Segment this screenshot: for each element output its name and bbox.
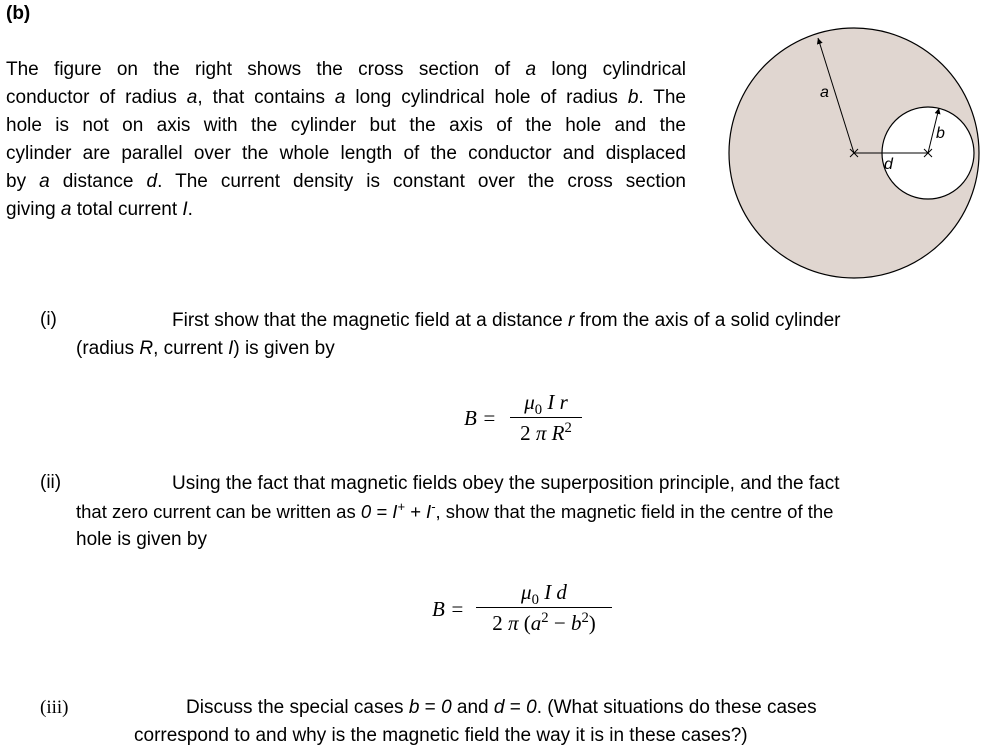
part-ii-line-3 <box>76 526 207 554</box>
equation-i-numerator: $\mu_0$ I r <box>524 390 568 419</box>
intro-line-text: conductor of radius a, that contains a long cylindrical hole of radius b. The <box>6 87 686 108</box>
part-iii-line-1 <box>186 694 934 722</box>
figure-label-b: b <box>936 125 945 142</box>
intro-line <box>6 112 686 140</box>
cylinder-cross-section-figure <box>724 20 986 284</box>
part-iii-line-2 <box>134 722 748 750</box>
intro-line <box>6 196 686 224</box>
fraction-bar <box>510 417 582 418</box>
intro-line <box>6 168 686 196</box>
equation-i-fraction <box>510 390 582 446</box>
intro-line-text: hole is not on axis with the cylinder but the axis of the hole and the <box>6 115 686 136</box>
intro-paragraph <box>6 56 686 224</box>
part-iii-text: correspond to and why is the magnetic field the way it is in these cases?) <box>134 725 748 746</box>
intro-line-text: by a distance d. The current density is constant over the cross section <box>6 171 686 192</box>
part-iii-number: (iii) <box>40 697 69 718</box>
part-ii-number: (ii) <box>40 472 62 493</box>
equation-ii-lhs-text: B = <box>432 597 465 621</box>
section-label: (b) <box>6 3 31 24</box>
part-i-line-1 <box>172 307 934 335</box>
part-i-number: (i) <box>40 309 57 330</box>
part-ii-text: hole is given by <box>76 529 207 550</box>
fraction-bar <box>476 607 612 608</box>
equation-ii-fraction <box>476 580 612 636</box>
intro-line-text: cylinder are parallel over the whole length of the conductor and displaced <box>6 143 686 164</box>
intro-line <box>6 140 686 168</box>
part-ii-line-2 <box>76 498 934 526</box>
equation-ii-lhs <box>432 597 464 622</box>
part-ii-line-1 <box>172 470 934 498</box>
part-ii-text: Using the fact that magnetic fields obey the superposition principle, and the fact <box>172 473 840 494</box>
equation-ii-numerator: $\mu_0$ I d <box>521 580 567 609</box>
part-ii-text: that zero current can be written as 0 = I+ + I-, show that the magnetic field in the centre of the <box>76 498 834 522</box>
equation-i-lhs <box>464 406 496 431</box>
part-i-text: (radius R, current I) is given by <box>76 338 335 359</box>
figure-label-d: d <box>884 156 893 173</box>
part-i-line-2 <box>76 335 335 363</box>
part-i-text: First show that the magnetic field at a distance r from the axis of a solid cylinder <box>172 310 841 331</box>
intro-line <box>6 56 686 84</box>
equation-i-denominator: 2 π $R^2$ <box>520 420 572 445</box>
equation-ii-denominator: 2 π $(a^2 - b^2)$ <box>492 610 596 635</box>
figure-label-a: a <box>820 84 829 101</box>
intro-line-text: The figure on the right shows the cross section of a long cylindrical <box>6 59 686 80</box>
part-iii-text: Discuss the special cases b = 0 and d = 0. (What situations do these cases <box>186 697 817 718</box>
equation-i-lhs-text: B = <box>464 406 497 430</box>
intro-line-text: giving a total current I. <box>6 199 193 220</box>
intro-line <box>6 84 686 112</box>
